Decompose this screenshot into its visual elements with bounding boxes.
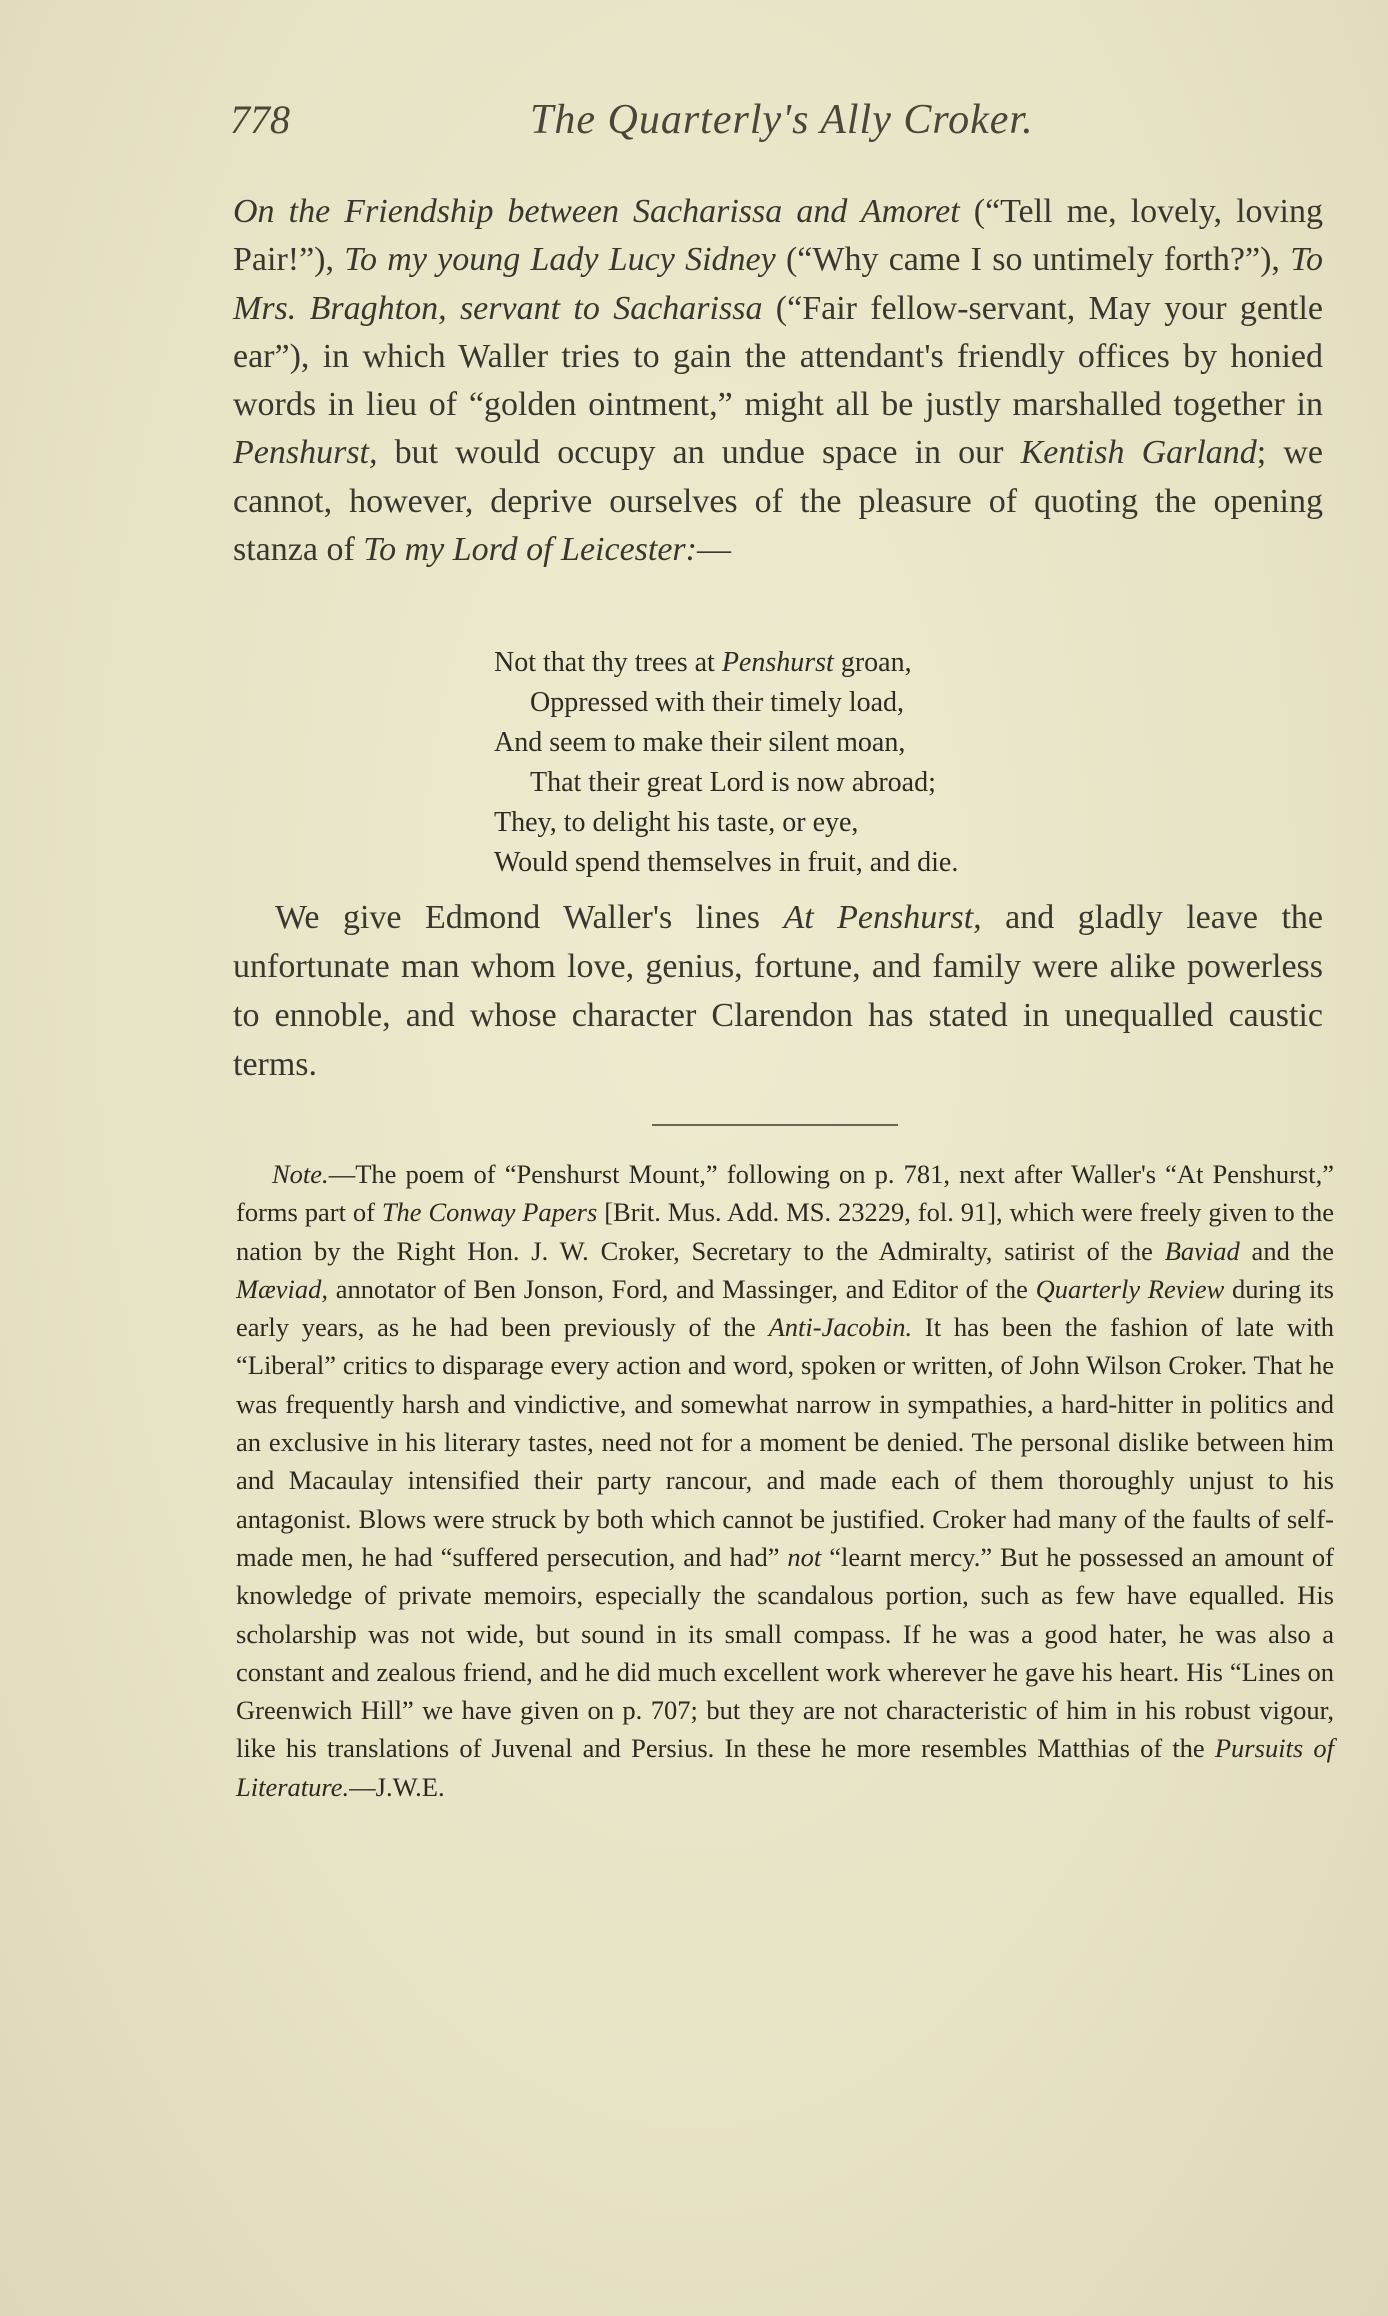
text-segment: It has been the fashion of late with “Liberal” critics to disparage every action and word, spoken or written, of John Wilson Croker. That he was frequently harsh and vindictive, and somewhat narrow in sympathies, a hard-hitter in politics and an exclusive in his literary tastes, need not for a moment be denied. The personal dislike between him and Macaulay intensified their party rancour, and made each of them thoroughly unjust to his antagonist. Blows were struck by both which cannot be justified. Croker had many of the faults of self-made men, he had “suffered persecution, and had” bbox=[236, 1312, 1334, 1572]
text-segment: [Brit. Mus. Add. MS. 23229, fol. 91], which were freely given to the nation by the Right Hon. J. W. Croker, Secretary to the Admiralty, satirist of the bbox=[236, 1197, 1334, 1266]
text-segment: annotator of Ben Jonson, Ford, and Massinger, and Editor of the bbox=[328, 1273, 1036, 1304]
text-segment: “learnt mercy.” But he possessed an amount of knowledge of private memoirs, especially the scandalous portion, such as few have equalled. His scholarship was not wide, but sound in its small compass. If he was a good hater, he was also a constant and zealous friend, and he did much excellent work wherever he gave his heart. His “Lines on Greenwich Hill” we have given on p. 707; but they are not characteristic of him in his robust vigour, like his translations of Juvenal and Persius. In these he more resembles Matthias of the bbox=[236, 1541, 1334, 1764]
text-segment: (“Fair fellow-servant, May your gentle ear”), in which Waller tries to gain the attendant's friendly offices by honied words in lieu of “golden ointment,” might all be justly marshalled together in bbox=[233, 289, 1323, 424]
text-segment: and the bbox=[1239, 1235, 1334, 1266]
verse-stanza bbox=[494, 643, 958, 883]
page-header bbox=[230, 96, 1190, 156]
title-anti-jacobin: Anti-Jacobin. bbox=[768, 1312, 913, 1343]
title-pursuits-of-literature: Pursuits of Literature. bbox=[236, 1733, 1334, 1802]
paragraph-edmond-waller bbox=[233, 893, 1323, 1089]
page-number: 778 bbox=[230, 97, 290, 142]
text-segment: —The poem of “Penshurst Mount,” following on p. 781, next after Waller's “At Penshurst,” forms part of bbox=[236, 1159, 1334, 1228]
title-lord-of-leicester: To my Lord of Leicester: bbox=[363, 531, 697, 569]
verse-line: Would spend themselves in fruit, and die. bbox=[494, 847, 959, 878]
verse-line: And seem to make their silent moan, bbox=[494, 727, 906, 758]
title-conway-papers: The Conway Papers bbox=[381, 1197, 598, 1228]
footnote bbox=[236, 1155, 1334, 1806]
verse-text: Not that thy trees at bbox=[494, 647, 722, 678]
text-segment: — bbox=[697, 531, 731, 569]
title-kentish-garland: Kentish Garland bbox=[1020, 434, 1257, 472]
verse-line: They, to delight his taste, or eye, bbox=[494, 807, 859, 838]
verse-text: groan, bbox=[833, 647, 912, 678]
section-divider bbox=[652, 1124, 898, 1126]
text-segment: during its early years, as he had been previously of the bbox=[236, 1273, 1334, 1343]
text-segment: (“Tell me, lovely, loving Pair!”), bbox=[233, 193, 1323, 279]
running-head: The Quarterly's Ally Croker. bbox=[530, 97, 1034, 143]
text-segment: but would occupy an undue space in our bbox=[377, 434, 1021, 472]
text-segment: (“Why came I so untimely forth?”), bbox=[775, 241, 1291, 279]
paragraph-waller-poems bbox=[233, 188, 1323, 574]
title-mrs-braghton: To Mrs. Braghton, servant to Sacharissa bbox=[233, 241, 1323, 327]
verse-line: That their great Lord is now abroad; bbox=[530, 767, 936, 798]
verse-line: Oppressed with their timely load, bbox=[530, 687, 905, 718]
title-friendship-sacharissa-amoret: On the Friendship between Sacharissa and Amoret bbox=[233, 193, 960, 230]
title-quarterly-review: Quarterly Review bbox=[1035, 1273, 1225, 1304]
verse-line bbox=[494, 643, 958, 683]
text-segment: ; we cannot, however, deprive ourselves of the pleasure of quoting the opening stanza of bbox=[233, 434, 1323, 569]
verse-place-name: Penshurst bbox=[721, 647, 834, 678]
note-signature: —J.W.E. bbox=[349, 1771, 445, 1802]
title-lady-lucy-sidney: To my young Lady Lucy Sidney bbox=[344, 241, 776, 279]
text-segment: and gladly leave the unfortunate man whom love, genius, fortune, and family were alike powerless to ennoble, and whose character Clarendon has stated in unequalled caustic terms. bbox=[233, 899, 1323, 1083]
note-label: Note. bbox=[272, 1159, 329, 1189]
title-at-penshurst: At Penshurst, bbox=[783, 899, 982, 936]
title-maeviad: Mæviad, bbox=[236, 1273, 328, 1304]
text-segment: We give Edmond Waller's lines bbox=[275, 899, 784, 936]
title-penshurst: Penshurst, bbox=[233, 434, 378, 472]
emphasis-not: not bbox=[787, 1541, 822, 1572]
title-baviad: Baviad bbox=[1164, 1235, 1240, 1266]
